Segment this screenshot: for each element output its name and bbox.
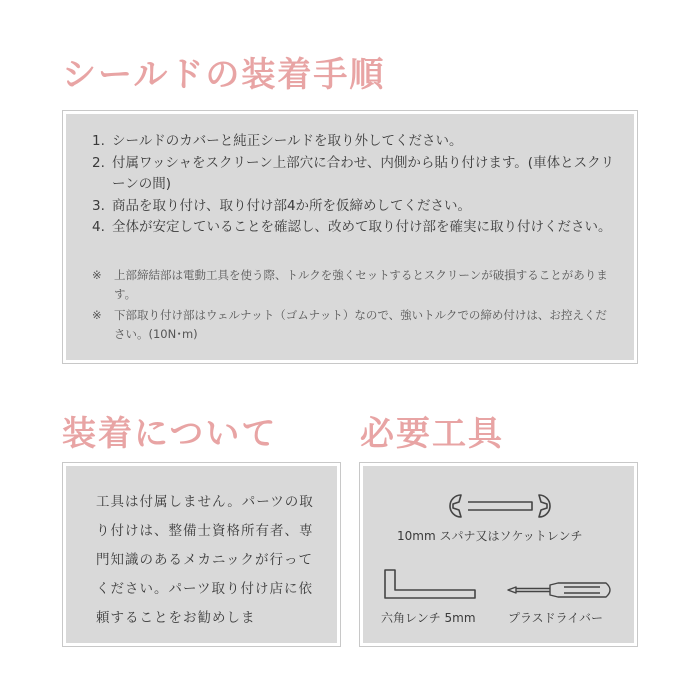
procedure-step: 2. 付属ワッシャをスクリーン上部穴に合わせ、内側から貼り付けます。(車体とスクリーンの間) — [92, 154, 615, 192]
screwdriver-label: プラスドライバー — [508, 611, 604, 625]
procedure-steps — [92, 131, 617, 239]
procedure-notes — [92, 266, 617, 346]
shield-procedure-title: シールドの装着手順 — [62, 55, 386, 95]
hex-key-label: 六角レンチ 5mm — [381, 611, 476, 625]
hex-key-icon — [381, 566, 479, 602]
wrench-label: 10mm スパナ又はソケットレンチ — [397, 529, 583, 543]
procedure-step: 3. 商品を取り付け、取り付け部4か所を仮締めしてください。 — [92, 197, 472, 214]
procedure-step: 4. 全体が安定していることを確認し、改めて取り付け部を確実に取り付けください。 — [92, 219, 612, 235]
procedure-step: 1. シールドのカバーと純正シールドを取り外してください。 — [92, 133, 463, 149]
required-tools-title: 必要工具 — [360, 414, 504, 454]
installation-title: 装着について — [62, 414, 278, 454]
wrench-icon — [443, 492, 557, 520]
caution-note: ※ 上部締結部は電動工具を使う際、トルクを強くセットするとスクリーンが破損することがあります。 — [92, 268, 608, 301]
tools-panel — [360, 463, 637, 646]
procedure-panel — [63, 111, 637, 363]
caution-note: ※ 下部取り付け部はウェルナット（ゴムナット）なので、強いトルクでの締め付けは、お控えください。(10N･m) — [92, 308, 607, 341]
screwdriver-icon — [506, 580, 618, 600]
installation-panel — [63, 463, 340, 646]
installation-notice-text: 工具は付属しません。パーツの取り付けは、整備士資格所有者、専門知識のあるメカニックが行ってください。パーツ取り付け店に依頼することをお勧めしま — [96, 494, 314, 626]
